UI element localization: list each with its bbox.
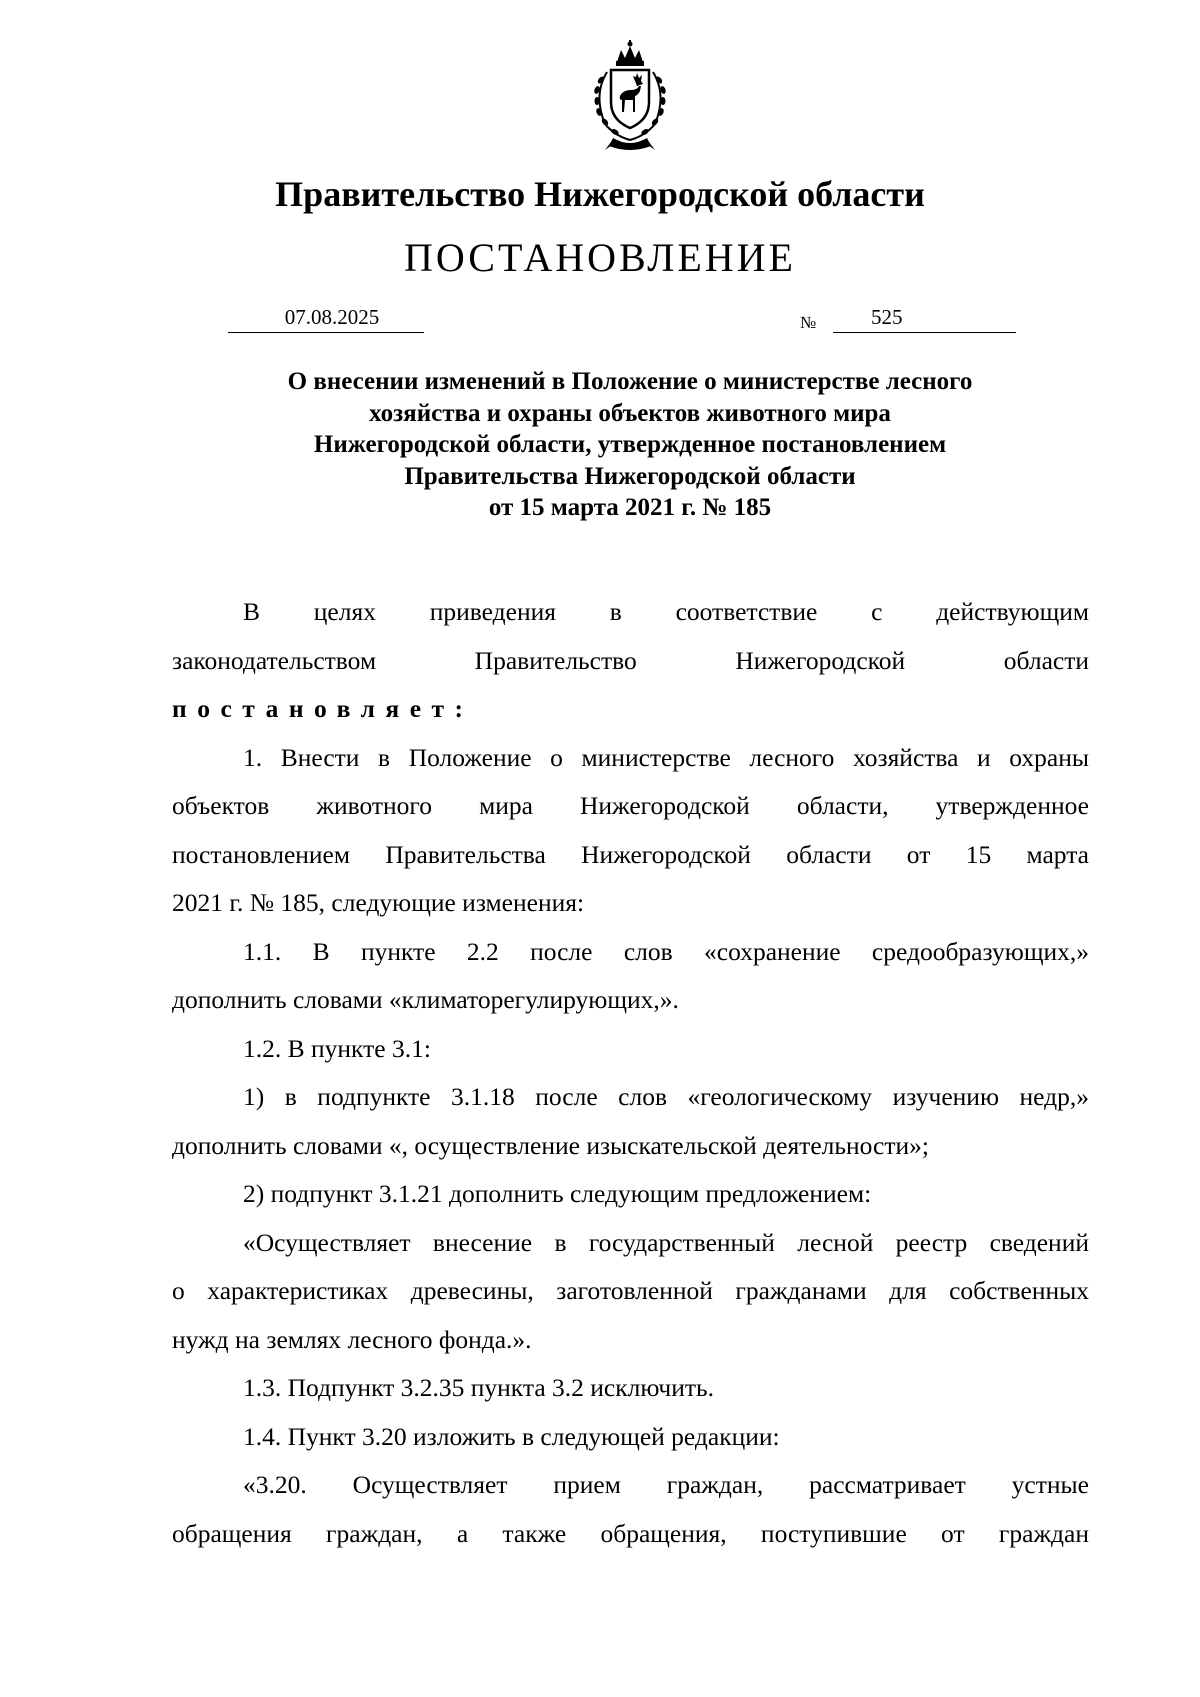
- body-line: В целях приведения в соответствие с действующим: [243, 597, 1089, 626]
- subject-line: Нижегородской области, утвержденное постановлением: [313, 431, 947, 458]
- subject-line: от 15 марта 2021 г. № 185: [488, 494, 772, 521]
- body-line: 2) подпункт 3.1.21 дополнить следующим предложением:: [243, 1179, 872, 1208]
- body-line: объектов животного мира Нижегородской области, утвержденное: [172, 791, 1089, 820]
- body-line: 1.3. Подпункт 3.2.35 пункта 3.2 исключить.: [243, 1373, 715, 1402]
- body-line: 1. Внести в Положение о министерстве лесного хозяйства и охраны: [243, 742, 1089, 772]
- body-line: обращения граждан, а также обращения, поступившие от граждан: [172, 1518, 1089, 1548]
- document-number: 525: [833, 303, 1016, 333]
- document-type-title: ПОСТАНОВЛЕНИЕ: [404, 235, 796, 280]
- number-label: №: [800, 313, 817, 332]
- body-line: 2021 г. № 185, следующие изменения:: [172, 888, 585, 917]
- body-line: 1.4. Пункт 3.20 изложить в следующей редакции:: [243, 1421, 780, 1451]
- subject-line: Правительства Нижегородской области: [404, 462, 856, 490]
- body-line: «Осуществляет внесение в государственный лесной реестр сведений: [243, 1227, 1089, 1257]
- decree-word: постановляет:: [172, 694, 474, 723]
- government-title: Правительство Нижегородской области: [275, 174, 925, 214]
- coat-of-arms-icon: [575, 40, 685, 152]
- body-line: законодательством Правительство Нижегородской области: [172, 645, 1089, 675]
- body-line: нужд на землях лесного фонда.».: [172, 1324, 532, 1354]
- body-line: дополнить словами «, осуществление изыскательской деятельности»;: [172, 1130, 929, 1160]
- subject-line: О внесении изменений в Положение о министерстве лесного: [287, 368, 973, 395]
- body-line: 1.1. В пункте 2.2 после слов «сохранение средообразующих,»: [243, 936, 1089, 966]
- body-line: о характеристиках древесины, заготовленной гражданами для собственных: [172, 1276, 1089, 1305]
- body-line: постановлением Правительства Нижегородской области от 15 марта: [172, 839, 1089, 869]
- document-subject: [160, 366, 1100, 524]
- body-line: «3.20. Осуществляет прием граждан, рассматривает устные: [243, 1470, 1089, 1499]
- document-body: [172, 588, 1089, 1558]
- body-line: 1) в подпункте 3.1.18 после слов «геологическому изучению недр,»: [243, 1082, 1089, 1111]
- body-line: 1.2. В пункте 3.1:: [243, 1033, 431, 1063]
- subject-line: хозяйства и охраны объектов животного мира: [369, 399, 891, 427]
- document-date: 07.08.2025: [228, 303, 424, 333]
- body-line: дополнить словами «климаторегулирующих,».: [172, 985, 679, 1014]
